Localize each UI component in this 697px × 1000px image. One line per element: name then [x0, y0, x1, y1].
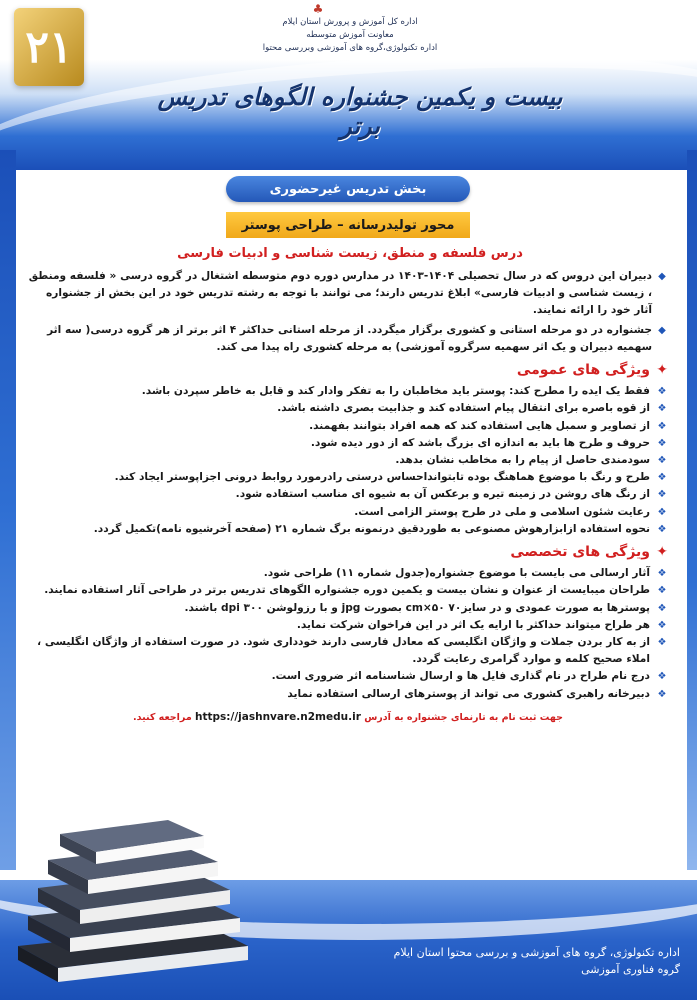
- list-item: [28, 400, 668, 417]
- diamond-bullet-icon: ❖: [657, 602, 667, 614]
- diamond-bullet-icon: ❖: [657, 489, 667, 501]
- footer-line: اداره تکنولوژی، گروه های آموزشی و بررسی محتوا استان ایلام: [393, 946, 680, 959]
- diamond-bullet-icon: ◆: [658, 324, 666, 336]
- footer-text: [300, 944, 680, 978]
- diamond-bullet-icon: ❖: [657, 455, 667, 467]
- special-heading-text: ویژگی های تخصصی: [510, 544, 650, 561]
- list-item-text: از تصاویر و سمبل هایی استفاده کند که همه افراد بتوانند بفهمند.: [309, 419, 650, 432]
- intro-text: دبیران این دروس که در سال تحصیلی ۱۴۰۴-۱۴۰۳ در مدارس دوره دوم متوسطه اشتغال در گروه درسی « فلسفه ومنطق ، زیست شناسی و ادبیات فارسی» ابلاغ تدریس دارند؛ می توانند با توجه به رشته تدریس خود در این بخش از جشنواره آثار خود را ارائه نمایند.: [28, 270, 652, 317]
- registration-text-after: مراجعه کنید.: [133, 711, 192, 723]
- diamond-bullet-icon: ❖: [657, 585, 667, 597]
- list-item: [28, 668, 668, 685]
- diamond-bullet-icon: ❖: [657, 403, 667, 415]
- diamond-bullet-icon: ❖: [657, 523, 667, 535]
- general-heading: [28, 362, 668, 379]
- list-item: [28, 383, 668, 400]
- subject-heading: درس فلسفه و منطق، زیست شناسی و ادبیات فارسی: [177, 246, 523, 261]
- diamond-bullet-icon: ❖: [657, 637, 667, 649]
- diamond-bullet-icon: ❖: [657, 472, 667, 484]
- list-item: [28, 435, 668, 452]
- list-item-text: طراحان میبایست از عنوان و نشان بیست و یکمین دوره جشنواره الگوهای تدریس برتر در طراحی آثار استفاده نمایند.: [44, 584, 650, 597]
- logo-number: ۲۱: [25, 21, 73, 73]
- list-item: [28, 418, 668, 435]
- list-item-text: حروف و طرح ها باید به اندازه ای بزرگ باشد که از دور دیده شود.: [310, 436, 650, 449]
- list-item: [28, 686, 668, 703]
- diamond-bullet-icon: ❖: [657, 671, 667, 683]
- general-list: [28, 383, 668, 538]
- org-line: اداره تکنولوژی،گروه های آموزشی وبررسی محتوا: [262, 43, 438, 53]
- registration-text-before: جهت ثبت نام به تارنمای جشنواره به آدرس: [364, 711, 563, 723]
- list-item-text: هر طراح میتواند حداکثر با ارایه یک اثر در این فراخوان شرکت نماید.: [296, 618, 650, 631]
- list-item-text: درج نام طراح در نام گذاری فایل ها و ارسال شناسنامه اثر ضروری است.: [271, 670, 650, 683]
- left-border: [0, 150, 16, 870]
- intro-paragraph: [28, 268, 668, 320]
- list-item: [28, 504, 668, 521]
- main-content: [28, 268, 668, 726]
- intro-text: جشنواره در دو مرحله استانی و کشوری برگزار میگردد. از مرحله استانی حداکثر ۴ اثر برتر از هر گروه درسی( سه اثر سهمیه دبیران و یک اثر سهمیه سرگروه آموزشی) به مرحله کشوری راه پیدا می کند.: [47, 323, 652, 353]
- diamond-bullet-icon: ❖: [657, 506, 667, 518]
- list-item-text: فقط یک ایده را مطرح کند: پوستر باید مخاطبان را به تفکر وادار کند و قابل به خاطر سپردن باشد.: [141, 385, 650, 398]
- general-heading-text: ویژگی های عمومی: [516, 362, 650, 379]
- diamond-bullet-icon: ❖: [657, 568, 667, 580]
- intro-paragraph: [28, 322, 668, 356]
- diamond-bullet-icon: ❖: [657, 420, 667, 432]
- list-item: [28, 469, 668, 486]
- registration-link[interactable]: https://jashnvare.n2medu.ir: [195, 710, 361, 723]
- diamond-bullet-icon: ❖: [657, 619, 667, 631]
- list-item-text: رعایت شئون اسلامی و ملی در طرح پوستر الزامی است.: [354, 505, 650, 518]
- special-heading: [28, 544, 668, 561]
- list-item: [28, 617, 668, 634]
- list-item-text: طرح و رنگ با موضوع هماهنگ بوده تابتوانداحساس درستی رادرمورد روابط درونی اجزاپوستر ایجاد کند.: [114, 471, 650, 484]
- list-item-text: آثار ارسالی می بایست با موضوع جشنواره(جدول شماره ۱۱) طراحی شود.: [263, 567, 650, 580]
- list-item-text: پوسترها به صورت عمودی و در سایز۷۰ cm×۵۰ بصورت jpg و با رزولوشن dpi ۳۰۰ باشند.: [184, 601, 650, 614]
- axis-pill: محور تولیدرسانه – طراحی پوستر: [226, 212, 470, 238]
- emblem-icon: ♣: [312, 2, 324, 16]
- list-item-text: از به کار بردن جملات و واژگان انگلیسی که معادل فارسی دارند خودداری شود. در صورت استفاده از واژگان انگلیسی ، املاء صحیح کلمه و موارد گرامری رعایت گردد.: [37, 636, 650, 666]
- star-heading-icon: ✦: [656, 362, 668, 379]
- list-item-text: از قوه باصره برای انتقال پیام استفاده کند و جذابیت بصری داشته باشد.: [277, 402, 650, 415]
- diamond-bullet-icon: ❖: [657, 437, 667, 449]
- list-item: [28, 521, 668, 538]
- org-lines: [200, 16, 500, 55]
- org-line: معاونت آموزش متوسطه: [306, 30, 394, 40]
- right-border: [687, 150, 697, 870]
- list-item: [28, 486, 668, 503]
- diamond-bullet-icon: ❖: [657, 688, 667, 700]
- festival-logo: [14, 8, 84, 86]
- org-line: اداره کل آموزش و پرورش استان ایلام: [282, 17, 418, 27]
- list-item: [28, 452, 668, 469]
- list-item: [28, 634, 668, 668]
- list-item: [28, 582, 668, 599]
- list-item: [28, 565, 668, 582]
- books-stack-icon: [8, 796, 258, 986]
- registration-note: [28, 709, 668, 726]
- list-item-text: از رنگ های روشن در زمینه تیره و برعکس آن به شیوه ای مناسب استفاده شود.: [235, 488, 650, 501]
- star-heading-icon: ✦: [656, 544, 668, 561]
- list-item-text: دبیرخانه راهبری کشوری می تواند از پوسترهای ارسالی استفاده نماید: [287, 687, 650, 700]
- page-title: بیست و یکمین جشنواره الگوهای تدریس برتر: [157, 82, 563, 140]
- diamond-bullet-icon: ◆: [658, 271, 666, 282]
- special-list: [28, 565, 668, 703]
- list-item-text: سودمندی حاصل از پیام را به مخاطب نشان بدهد.: [395, 454, 650, 467]
- list-item-text: نحوه استفاده ازابزارهوش مصنوعی به طوردقیق درنمونه برگ شماره ۲۱ (صفحه آخرشیوه نامه)تکمیل گردد.: [93, 522, 650, 535]
- diamond-bullet-icon: ❖: [657, 386, 667, 398]
- list-item: [28, 600, 668, 617]
- footer-line: گروه فناوری آموزشی: [581, 963, 680, 976]
- section-pill: بخش تدریس غیرحضوری: [226, 176, 470, 202]
